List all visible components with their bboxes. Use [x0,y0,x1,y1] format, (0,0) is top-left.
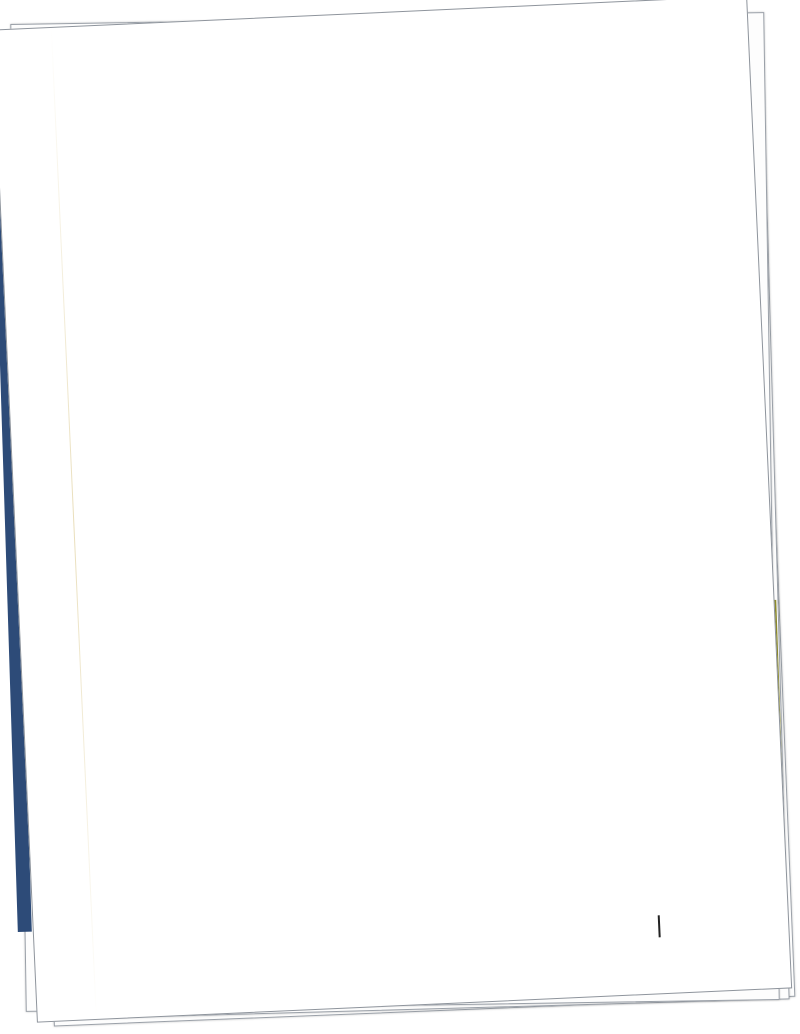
page-number-rule [658,915,661,937]
toc-list [0,80,750,114]
page-crease [51,28,97,1019]
